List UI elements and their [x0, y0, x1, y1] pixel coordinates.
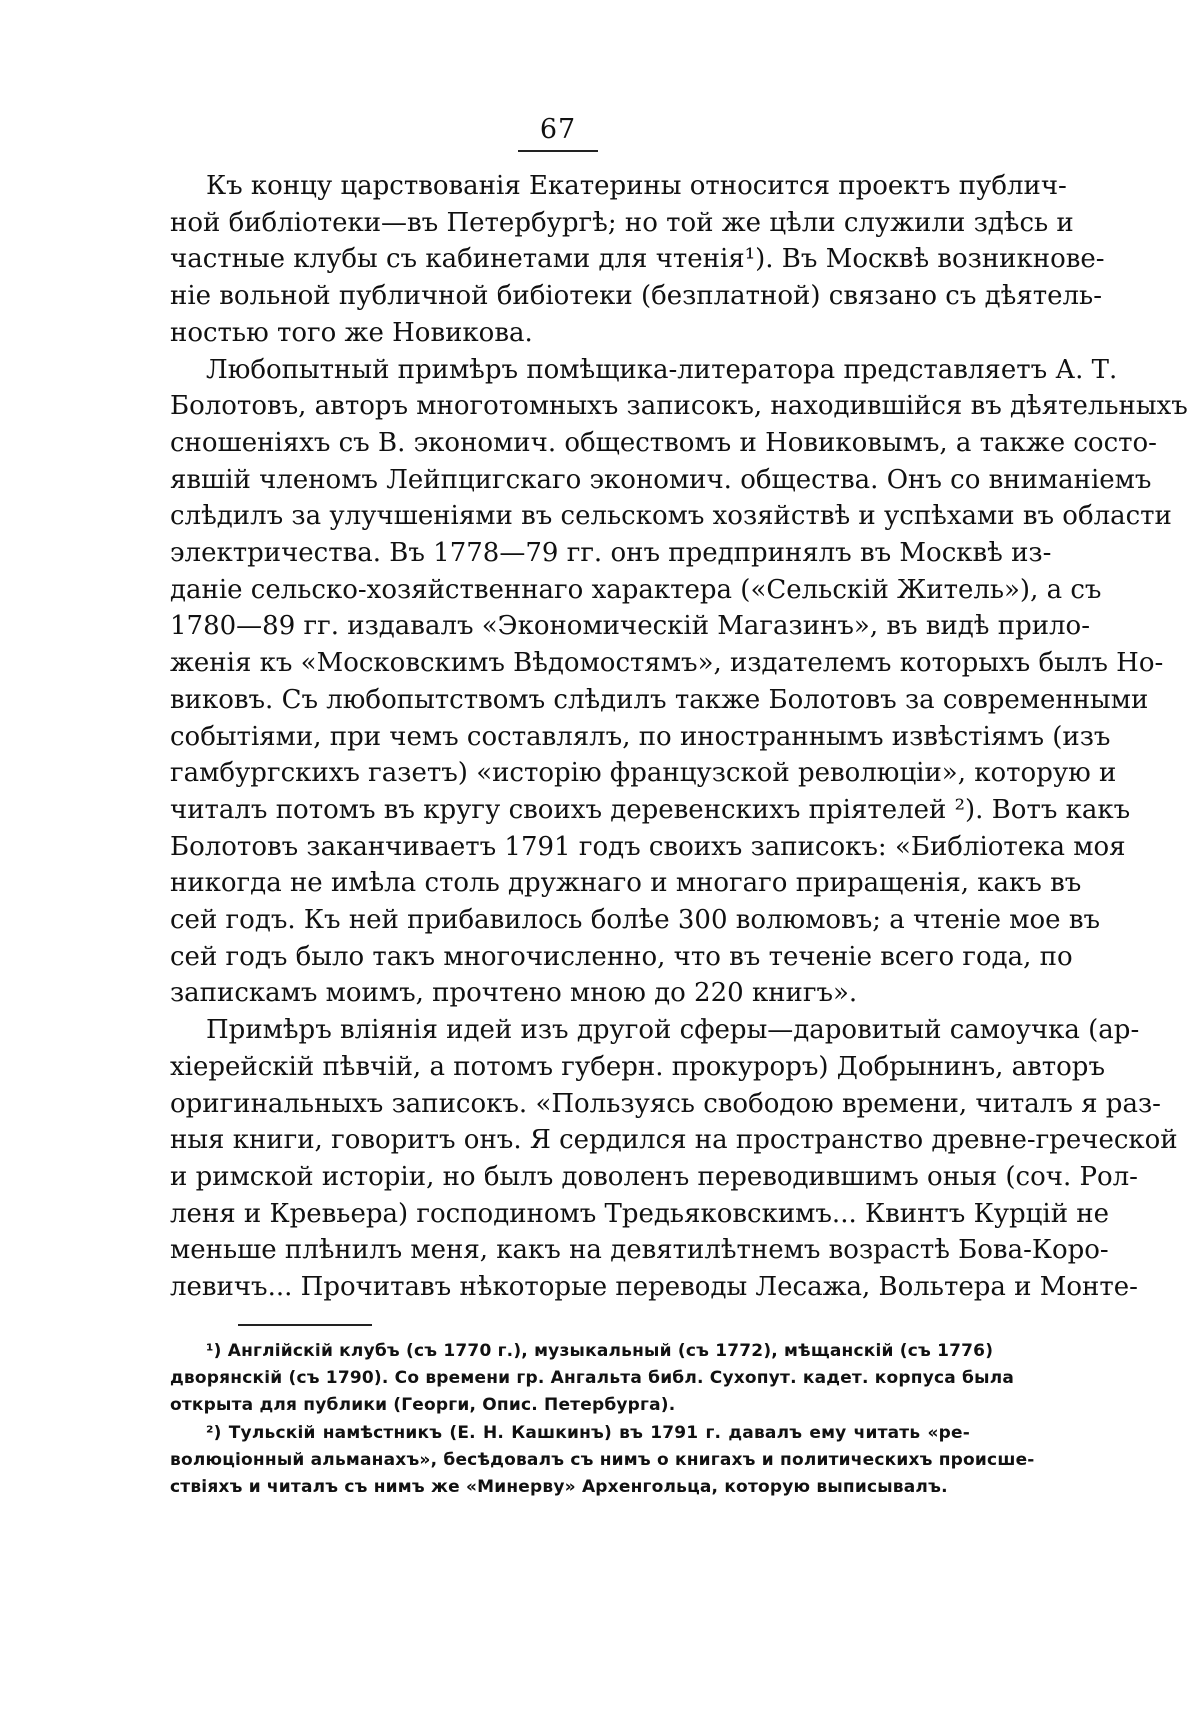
footnote-separator: [238, 1324, 372, 1326]
paragraph: [170, 1012, 1178, 1306]
text-line: событіями, при чемъ составлялъ, по иностраннымъ извѣстіямъ (изъ: [170, 721, 1111, 752]
text-line: Любопытный примѣръ помѣщика-литератора представляетъ А. Т.: [206, 354, 1118, 385]
text-line: явшій членомъ Лейпцигскаго экономич. общества. Онъ со вниманіемъ: [170, 464, 1152, 495]
text-line: леня и Кревьера) господиномъ Тредьяковскимъ... Квинтъ Курцій не: [170, 1198, 1110, 1229]
text-line: сей годъ было такъ многочисленно, что въ теченіе всего года, по: [170, 941, 1073, 972]
text-line: 1780—89 гг. издавалъ «Экономическій Магазинъ», въ видѣ прило-: [170, 611, 1090, 642]
text-line: меньше плѣнилъ меня, какъ на девятилѣтнемъ возрастѣ Бова-Коро-: [170, 1235, 1109, 1266]
footnote-line: ²) Тульскій намѣстникъ (Е. Н. Кашкинъ) въ 1791 г. давалъ ему читать «ре-: [206, 1422, 970, 1443]
footnote-line: дворянскій (съ 1790). Со времени гр. Ангальта библ. Сухопут. кадет. корпуса была: [170, 1368, 1015, 1389]
footnote-1: [170, 1338, 1015, 1420]
text-line: Болотовъ заканчиваетъ 1791 годъ своихъ записокъ: «Библіотека моя: [170, 831, 1126, 862]
footnotes: [170, 1338, 1035, 1501]
paragraph: [170, 168, 1105, 352]
text-line: слѣдилъ за улучшеніями въ сельскомъ хозяйствѣ и успѣхами въ области: [170, 501, 1172, 532]
text-line: ностью того же Новикова.: [170, 317, 533, 348]
text-line: виковъ. Съ любопытствомъ слѣдилъ также Болотовъ за современными: [170, 684, 1149, 715]
text-line: хіерейскій пѣвчій, а потомъ губерн. прокуроръ) Добрынинъ, авторъ: [170, 1051, 1105, 1082]
footnote-line: открыта для публики (Георги, Опис. Петербурга).: [170, 1395, 676, 1416]
text-line: женія къ «Московскимъ Вѣдомостямъ», издателемъ которыхъ былъ Но-: [170, 648, 1164, 679]
page-number: 67: [539, 114, 577, 145]
footnote-line: ствіяхъ и читалъ съ нимъ же «Минерву» Архенгольца, которую выписывалъ.: [170, 1477, 948, 1498]
text-line: ніе вольной публичной бибіотеки (безплатной) связано съ дѣятель-: [170, 281, 1102, 312]
text-line: Примѣръ вліянія идей изъ другой сферы—даровитый самоучка (ар-: [206, 1015, 1140, 1046]
text-line: сей годъ. Къ ней прибавилось болѣе 300 волюмовъ; а чтеніе мое въ: [170, 905, 1101, 936]
text-line: сношеніяхъ съ В. экономич. обществомъ и Новиковымъ, а также состо-: [170, 427, 1157, 458]
text-line: ной библіотеки—въ Петербургѣ; но той же цѣли служили здѣсь и: [170, 207, 1074, 238]
text-line: запискамъ моимъ, прочтено мною до 220 книгъ».: [170, 978, 858, 1009]
text-line: никогда не имѣла столь дружнаго и многаго приращенія, какъ въ: [170, 868, 1082, 899]
text-line: левичъ... Прочитавъ нѣкоторые переводы Лесажа, Вольтера и Монте-: [170, 1272, 1138, 1303]
paragraph: [170, 352, 1188, 1013]
text-line: электричества. Въ 1778—79 гг. онъ предпринялъ въ Москвѣ из-: [170, 538, 1052, 569]
text-line: читалъ потомъ въ кругу своихъ деревенскихъ пріятелей ²). Вотъ какъ: [170, 794, 1131, 825]
body-text: [170, 168, 1188, 1306]
page-number-underline: [518, 150, 598, 152]
text-line: оригинальныхъ записокъ. «Пользуясь свободою времени, читалъ я раз-: [170, 1088, 1161, 1119]
footnote-line: волюціонный альманахъ», бесѣдовалъ съ нимъ о книгахъ и политическихъ происше-: [170, 1449, 1035, 1470]
text-line: и римской исторіи, но былъ доволенъ переводившимъ оныя (соч. Рол-: [170, 1161, 1138, 1192]
text-line: частные клубы съ кабинетами для чтенія¹). Въ Москвѣ возникнове-: [170, 244, 1105, 275]
text-line: Къ концу царствованія Екатерины относится проектъ публич-: [206, 171, 1067, 201]
text-line: даніе сельско-хозяйственнаго характера («Сельскій Житель»), а съ: [170, 574, 1102, 605]
text-line: ныя книги, говоритъ онъ. Я сердился на пространство древне-греческой: [170, 1125, 1178, 1156]
footnote-2: [170, 1420, 1035, 1502]
footnote-line: ¹) Англійскій клубъ (съ 1770 г.), музыкальный (съ 1772), мѣщанскій (съ 1776): [206, 1341, 994, 1361]
text-line: Болотовъ, авторъ многотомныхъ записокъ, находившійся въ дѣятельныхъ: [170, 391, 1188, 422]
text-line: гамбургскихъ газетъ) «исторію французской революціи», которую и: [170, 758, 1117, 789]
